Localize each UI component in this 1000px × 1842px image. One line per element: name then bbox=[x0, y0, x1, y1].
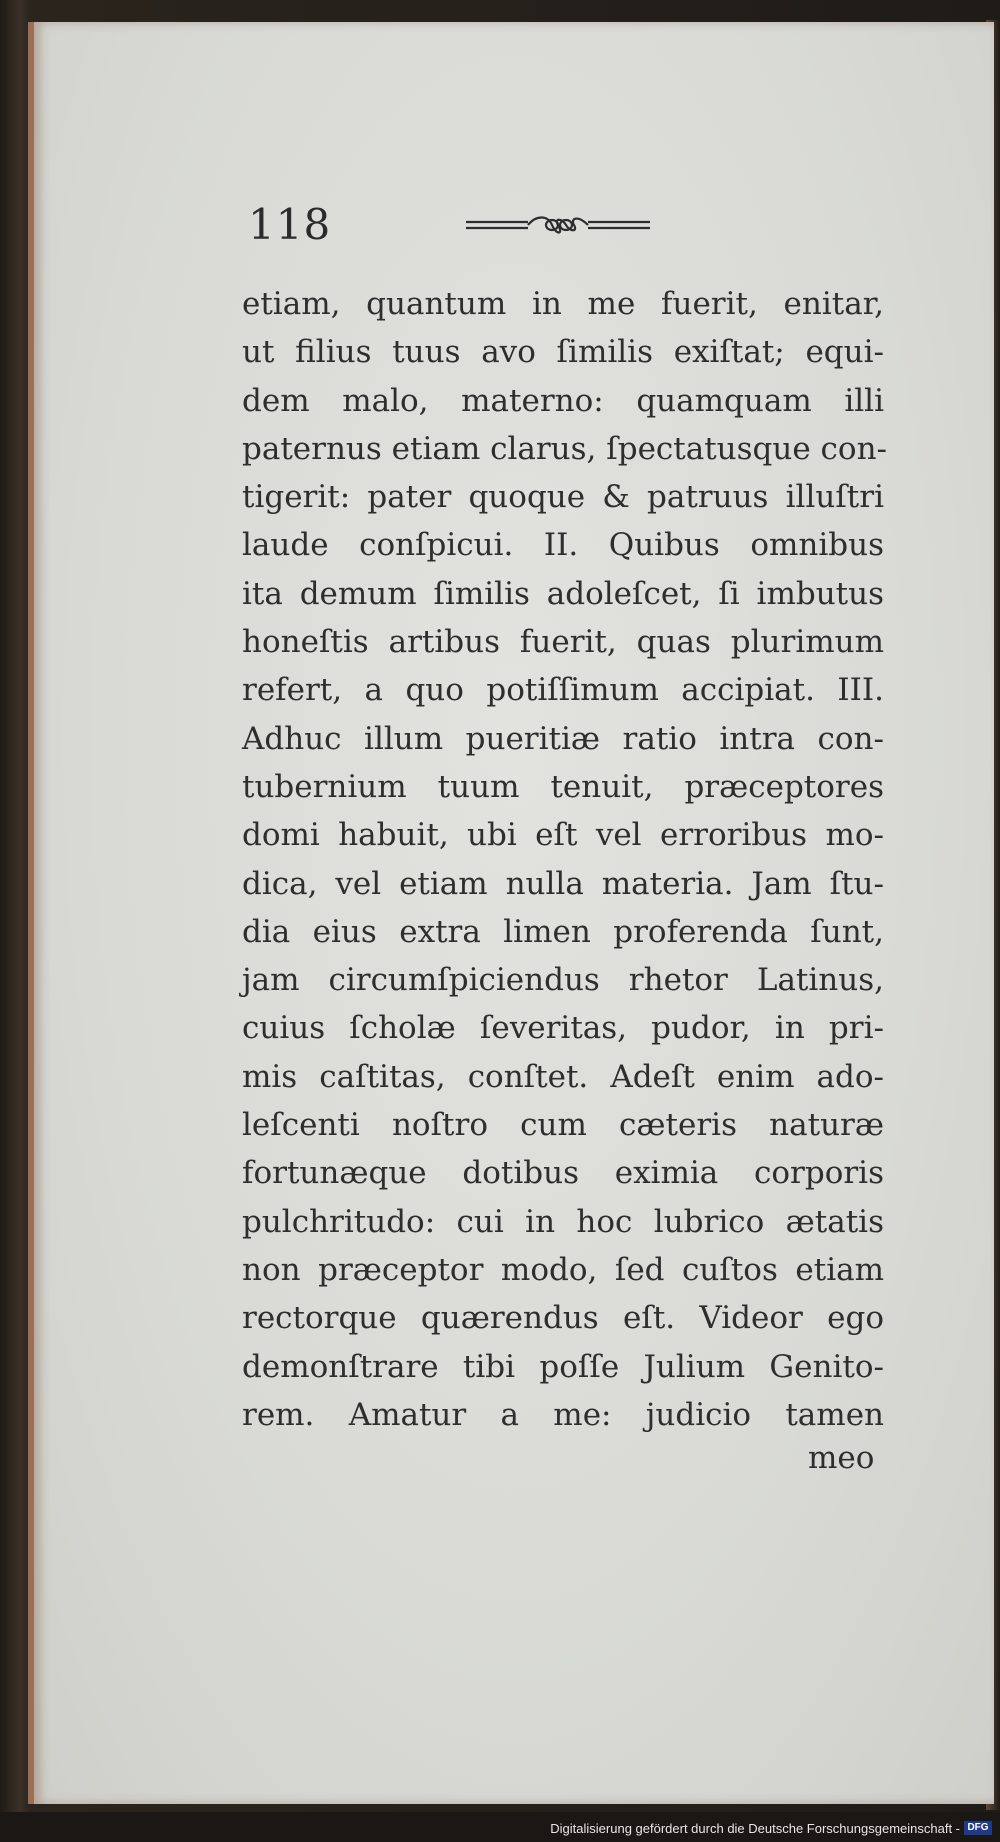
text-line: dem malo, materno: quamquam illi bbox=[242, 382, 884, 419]
text-line: domi habuit, ubi eſt vel erroribus mo- bbox=[242, 817, 884, 854]
catchword: meo bbox=[808, 1440, 875, 1476]
text-line: laude conſpicui. II. Quibus omnibus bbox=[242, 527, 884, 564]
text-line: refert, a quo potiſſimum accipiat. III. bbox=[242, 672, 884, 709]
text-line: etiam, quantum in me fuerit, enitar, bbox=[242, 286, 884, 322]
text-line: ita demum ſimilis adoleſcet, ſi imbutus bbox=[242, 575, 884, 612]
text-line: fortunæque dotibus eximia corporis bbox=[242, 1155, 884, 1192]
text-line: honeſtis artibus fuerit, quas plurimum bbox=[242, 624, 884, 661]
page-number: 118 bbox=[248, 200, 332, 249]
text-line: dica, vel etiam nulla materia. Jam ſtu- bbox=[242, 865, 884, 902]
text-line: paternus etiam clarus, ſpectatusque con- bbox=[242, 430, 888, 467]
text-line: dia eius extra limen proferenda ſunt, bbox=[242, 913, 884, 950]
text-line: cuius ſcholæ ſeveritas, pudor, in pri- bbox=[242, 1010, 884, 1047]
text-line: tubernium tuum tenuit, præceptores bbox=[242, 768, 884, 805]
text-line: rectorque quærendus eſt. Videor ego bbox=[242, 1300, 884, 1337]
text-line: mis caſtitas, conſtet. Adeſt enim ado- bbox=[242, 1058, 884, 1095]
funding-notice: Digitalisierung gefördert durch die Deutsche Forschungsgemeinschaft - bbox=[550, 1821, 960, 1836]
decorative-rule-icon bbox=[466, 212, 650, 238]
body-text bbox=[242, 280, 888, 1439]
text-line: rem. Amatur a me: judicio tamen bbox=[242, 1396, 884, 1433]
text-line: tigerit: pater quoque & patruus illuſtri bbox=[242, 479, 884, 516]
text-line: Adhuc illum pueritiæ ratio intra con- bbox=[242, 720, 884, 757]
text-line: ut filius tuus avo ſimilis exiſtat; equi- bbox=[242, 334, 884, 371]
text-line: demonſtrare tibi poſſe Julium Genito- bbox=[242, 1348, 884, 1385]
text-line: leſcenti noſtro cum cæteris naturæ bbox=[242, 1107, 884, 1144]
dfg-logo-icon: DFG bbox=[964, 1821, 992, 1835]
text-line: jam circumſpiciendus rhetor Latinus, bbox=[242, 962, 884, 999]
text-line: non præceptor modo, ſed cuſtos etiam bbox=[242, 1251, 884, 1288]
text-line: pulchritudo: cui in hoc lubrico ætatis bbox=[242, 1203, 884, 1240]
